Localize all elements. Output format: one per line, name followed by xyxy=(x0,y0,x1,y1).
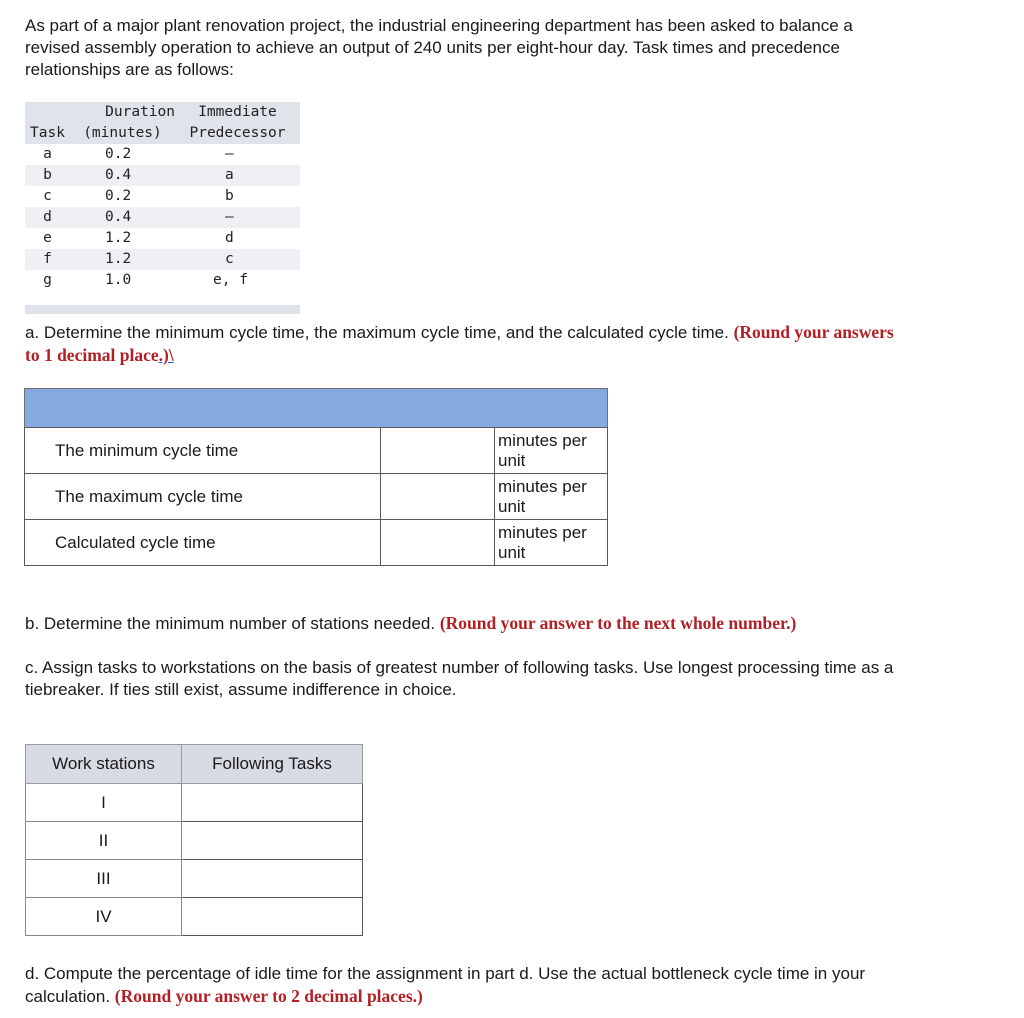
table-row xyxy=(25,249,300,270)
part-a-hint-link[interactable]: .)\ xyxy=(158,345,174,365)
unit-text-1: minutes per xyxy=(498,476,587,496)
part-b-hint: (Round your answer to the next whole number.) xyxy=(439,613,797,633)
table-row xyxy=(25,186,300,207)
station-label: IV xyxy=(26,898,182,936)
header-following-tasks: Following Tasks xyxy=(182,745,363,784)
table-row xyxy=(25,228,300,249)
station-cell xyxy=(182,822,363,860)
calc-cycle-label: Calculated cycle time xyxy=(25,520,381,566)
station-label: III xyxy=(26,860,182,898)
part-b-text: b. Determine the minimum number of stations needed. xyxy=(25,614,436,633)
part-c-question xyxy=(25,657,893,701)
task-cell: c xyxy=(43,188,52,204)
station-3-input[interactable] xyxy=(182,860,362,897)
table-row xyxy=(25,520,608,566)
part-b-question xyxy=(25,612,796,635)
part-c-line-2: tiebreaker. If ties still exist, assume indifference in choice. xyxy=(25,680,457,699)
duration-cell: 0.2 xyxy=(105,146,132,162)
cycle-table-body xyxy=(24,427,608,566)
max-cycle-input[interactable] xyxy=(381,474,494,519)
part-a-question xyxy=(25,321,1024,367)
duration-cell: 1.2 xyxy=(70,249,175,270)
header-task: Task xyxy=(25,123,70,144)
max-cycle-label: The maximum cycle time xyxy=(25,474,381,520)
intro-text xyxy=(25,15,853,81)
table-row xyxy=(26,822,363,860)
intro-line-1: As part of a major plant renovation project, the industrial engineering department has been asked to balance a xyxy=(25,16,853,35)
task-table-header-1 xyxy=(25,102,300,123)
unit-text-1: minutes per xyxy=(498,430,587,450)
task-cell: d xyxy=(25,207,70,228)
calc-cycle-input[interactable] xyxy=(381,520,494,565)
task-table-header-2 xyxy=(25,123,300,144)
part-c-line-1: c. Assign tasks to workstations on the basis of greatest number of following tasks. Use longest processing time as a xyxy=(25,658,894,677)
duration-cell: 0.2 xyxy=(105,188,132,204)
table-row xyxy=(25,428,608,474)
cycle-time-table xyxy=(24,388,608,566)
part-d-hint: (Round your answer to 2 decimal places.) xyxy=(114,986,423,1006)
predecessor-cell: e, f xyxy=(213,272,248,288)
station-cell xyxy=(182,860,363,898)
predecessor-cell: – xyxy=(175,207,300,228)
part-a-text: a. Determine the minimum cycle time, the maximum cycle time, and the calculated cycle time. xyxy=(25,323,729,342)
duration-cell: 1.0 xyxy=(105,272,132,288)
min-cycle-input[interactable] xyxy=(381,428,494,473)
table-row xyxy=(25,207,300,228)
intro-line-2: revised assembly operation to achieve an output of 240 units per eight-hour day. Task times and precedence xyxy=(25,38,840,57)
calc-cycle-cell xyxy=(381,520,495,566)
header-immediate: Immediate xyxy=(175,102,300,123)
intro-line-3: relationships are as follows: xyxy=(25,60,234,79)
station-cell xyxy=(182,784,363,822)
predecessor-cell: b xyxy=(225,188,234,204)
part-a-hint-1: (Round your answers xyxy=(733,322,894,342)
table-row xyxy=(25,165,300,186)
min-cycle-cell xyxy=(381,428,495,474)
station-2-input[interactable] xyxy=(182,822,362,859)
duration-cell: 0.4 xyxy=(70,165,175,186)
table-row xyxy=(26,784,363,822)
header-duration: Duration xyxy=(70,102,175,123)
task-cell: a xyxy=(43,146,52,162)
table-row xyxy=(25,474,608,520)
part-d-line-1: d. Compute the percentage of idle time for the assignment in part d. Use the actual bottleneck cycle time in your xyxy=(25,964,866,983)
task-cell: f xyxy=(25,249,70,270)
unit-text-2: unit xyxy=(498,542,526,562)
table-row xyxy=(26,898,363,936)
part-d-line-2: calculation. xyxy=(25,987,111,1006)
min-cycle-unit xyxy=(495,428,608,474)
max-cycle-unit xyxy=(495,474,608,520)
task-cell: g xyxy=(43,272,52,288)
station-label: II xyxy=(26,822,182,860)
unit-text-2: unit xyxy=(498,496,526,516)
max-cycle-cell xyxy=(381,474,495,520)
task-table-footer-bar xyxy=(25,305,300,314)
station-label: I xyxy=(26,784,182,822)
duration-cell: 1.2 xyxy=(105,230,132,246)
station-4-input[interactable] xyxy=(182,898,362,935)
task-cell: b xyxy=(25,165,70,186)
stations-table xyxy=(25,744,363,936)
table-row xyxy=(25,144,300,165)
predecessor-cell: – xyxy=(225,146,234,162)
station-1-input[interactable] xyxy=(182,784,362,821)
header-predecessor: Predecessor xyxy=(175,123,300,144)
station-cell xyxy=(182,898,363,936)
duration-cell: 0.4 xyxy=(70,207,175,228)
predecessor-cell: c xyxy=(175,249,300,270)
header-minutes: (minutes) xyxy=(70,123,175,144)
task-cell: e xyxy=(43,230,52,246)
header-work-stations: Work stations xyxy=(26,745,182,784)
stations-header xyxy=(26,745,363,784)
task-table xyxy=(25,102,300,291)
predecessor-cell: a xyxy=(175,165,300,186)
calc-cycle-unit xyxy=(495,520,608,566)
table-row xyxy=(25,270,300,291)
cycle-table-header xyxy=(24,388,608,427)
header-blank xyxy=(25,102,70,123)
predecessor-cell: d xyxy=(225,230,234,246)
part-a-hint-2: to 1 decimal place xyxy=(25,345,159,365)
min-cycle-label: The minimum cycle time xyxy=(25,428,381,474)
unit-text-2: unit xyxy=(498,450,526,470)
part-d-question xyxy=(25,963,865,1008)
unit-text-1: minutes per xyxy=(498,522,587,542)
table-row xyxy=(26,860,363,898)
